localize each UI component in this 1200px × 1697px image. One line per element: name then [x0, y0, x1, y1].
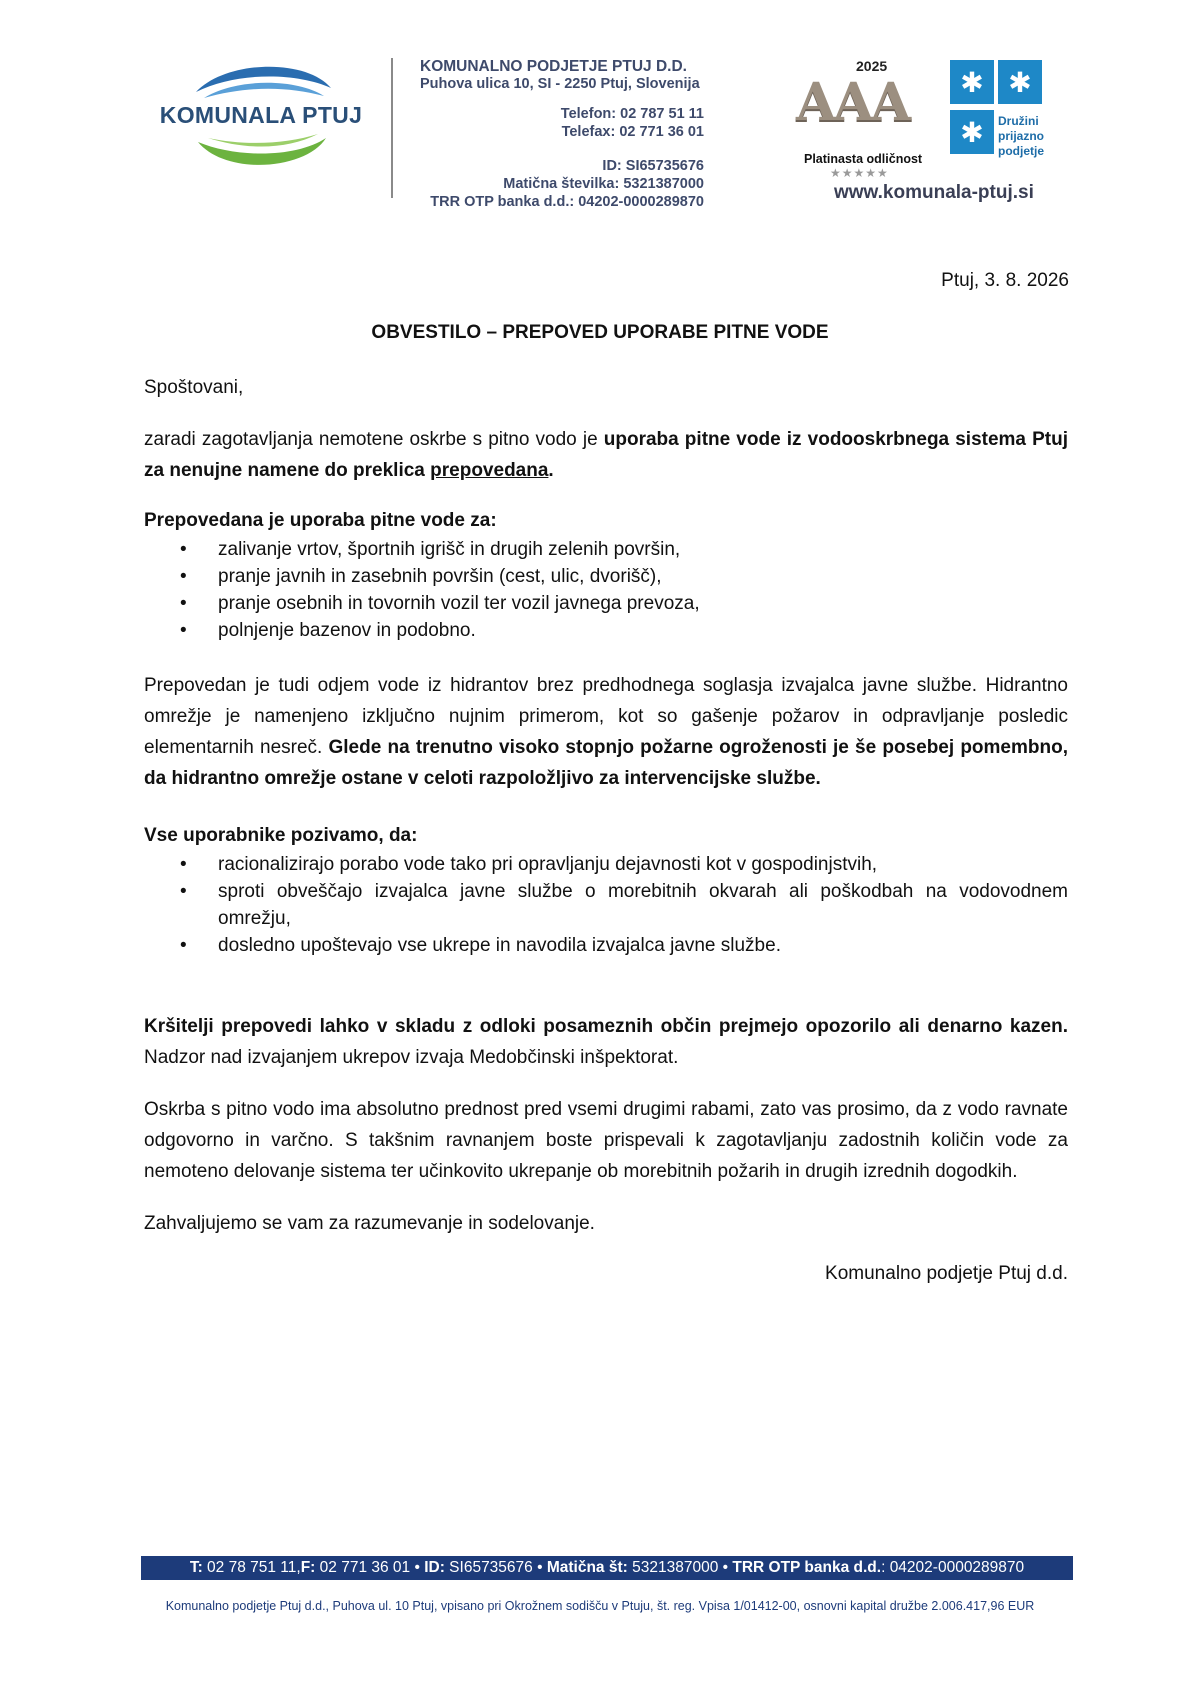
footer-id-label: ID: — [424, 1559, 445, 1576]
footer-trr-value: : 04202-0000289870 — [881, 1559, 1025, 1576]
family-line: prijazno — [998, 129, 1045, 143]
intro-underlined-text: prepovedana — [430, 460, 549, 481]
company-phone: Telefon: 02 787 51 11 — [560, 106, 704, 122]
letter-body — [144, 372, 1068, 1289]
aaa-logo: AAA — [796, 72, 909, 133]
hydrant-paragraph — [144, 670, 1068, 794]
penalty-paragraph — [144, 1011, 1068, 1073]
list-item: • zalivanje vrtov, športnih igrišč in drugih zelenih površin, — [144, 536, 1068, 563]
company-name: KOMUNALNO PODJETJE PTUJ D.D. — [420, 58, 687, 75]
company-logo — [156, 58, 366, 178]
hydrant-bold-text: Glede na trenutno visoko stopnjo požarne ogroženosti je še posebej pomembno, da hidrantno omrežje ostane v celoti razpoložljivo za intervencijske službe. — [144, 737, 1068, 789]
footer-mat-value: 5321387000 • — [627, 1559, 733, 1576]
list-item: • sproti obveščajo izvajalca javne službe o morebitnih okvarah ali poškodbah na vodovodnem omrežju, — [144, 878, 1068, 932]
greeting: Spoštovani, — [144, 377, 244, 398]
company-bank: TRR OTP banka d.d.: 04202-0000289870 — [430, 194, 704, 210]
list-item: • pranje osebnih in tovornih vozil ter vozil javnega prevoza, — [144, 590, 1068, 617]
company-id: ID: SI65735676 — [602, 158, 704, 174]
award-stars: ★★★★★ — [830, 166, 889, 180]
letter-title: OBVESTILO – PREPOVED UPORABE PITNE VODE — [371, 322, 829, 343]
priority-paragraph: Oskrba s pitno vodo ima absolutno prednost pred vsemi drugimi rabami, zato vas prosimo, da z vodo ravnate odgovorno in varčno. S takšnim ravnanjem boste prispevali k zagotavljanju zadostnih količin vode za nemoteno delovanje sistema ter učinkovito ukrepanje ob morebitnih požarih in drugih izrednih dogodkih. — [144, 1099, 1068, 1182]
family-friendly-label — [998, 114, 1044, 159]
intro-end: . — [548, 460, 554, 481]
list-item: • racionalizirajo porabo vode tako pri opravljanju dejavnosti kot v gospodinjstvih, — [144, 851, 1068, 878]
footer-trr-label: TRR OTP banka d.d. — [732, 1559, 882, 1576]
signature: Komunalno podjetje Ptuj d.d. — [825, 1263, 1068, 1284]
logo-text: KOMUNALA PTUJ — [159, 102, 363, 128]
footer-legal-note: Komunalno podjetje Ptuj d.d., Puhova ul. 10 Ptuj, vpisano pri Okrožnem sodišču v Ptuju, št. reg. Vpisa 1/01412-00, osnovni kapital družbe 2.006.417,96 EUR — [165, 1599, 1035, 1613]
award-year: 2025 — [856, 58, 888, 74]
footer-contact-bar — [141, 1556, 1073, 1580]
family-line: Družini — [998, 114, 1039, 128]
company-address: Puhova ulica 10, SI - 2250 Ptuj, Slovenija — [420, 76, 700, 92]
call-heading — [144, 820, 1068, 851]
call-heading-text: Vse uporabnike pozivamo, da: — [144, 825, 418, 846]
intro-paragraph — [144, 424, 1068, 486]
family-figure-icon: ✱ — [950, 110, 994, 154]
penalty-text: Nadzor nad izvajanjem ukrepov izvaja Medobčinski inšpektorat. — [144, 1047, 679, 1068]
award-badges — [792, 56, 1072, 206]
footer-f-label: F: — [300, 1559, 316, 1576]
footer-id-value: SI65735676 • — [444, 1559, 547, 1576]
list-item: • polnjenje bazenov in podobno. — [144, 617, 1068, 644]
company-info — [414, 58, 714, 208]
intro-text: zaradi zagotavljanja nemotene oskrbe s pitno vodo je — [144, 429, 604, 450]
ban-list — [144, 536, 1068, 644]
intro-bold-text: uporaba pitne vode iz vodooskrbnega sistema Ptuj za nenujne namene do preklica — [144, 429, 1068, 481]
letter-date: Ptuj, 3. 8. 2026 — [941, 270, 1069, 291]
header-divider — [391, 58, 393, 198]
call-list — [144, 851, 1068, 959]
footer-t-label: T: — [189, 1559, 203, 1576]
ban-heading — [144, 505, 1068, 536]
family-line: podjetje — [998, 144, 1045, 158]
website-link[interactable]: www.komunala-ptuj.si — [834, 182, 1034, 203]
penalty-bold-text: Kršitelji prepovedi lahko v skladu z odloki posameznih občin prejmejo opozorilo ali denarno kazen. — [144, 1016, 1068, 1037]
company-fax: Telefax: 02 771 36 01 — [561, 124, 704, 140]
list-item: • dosledno upoštevajo vse ukrepe in navodila izvajalca javne službe. — [144, 932, 1068, 959]
ban-heading-text: Prepovedana je uporaba pitne vode za: — [144, 510, 497, 531]
company-reg-number: Matična številka: 5321387000 — [503, 176, 704, 192]
list-item: • pranje javnih in zasebnih površin (cest, ulic, dvorišč), — [144, 563, 1068, 590]
family-figure-icon: ✱ — [998, 60, 1042, 104]
thanks-paragraph: Zahvaljujemo se vam za razumevanje in sodelovanje. — [144, 1213, 595, 1234]
award-label: Platinasta odličnost — [804, 152, 923, 166]
family-figure-icon: ✱ — [950, 60, 994, 104]
footer-mat-label: Matična št: — [546, 1559, 628, 1576]
footer-t-value: 02 78 751 11, — [202, 1559, 301, 1576]
hydrant-text: Prepovedan je tudi odjem vode iz hidrantov brez predhodnega soglasja izvajalca javne službe. Hidrantno omrežje je namenjeno izključno nujnim primerom, kot so gašenje požarov in odpravljanje posledic elementarnih nesreč. — [144, 675, 1068, 758]
footer-f-value: 02 771 36 01 • — [315, 1559, 425, 1576]
